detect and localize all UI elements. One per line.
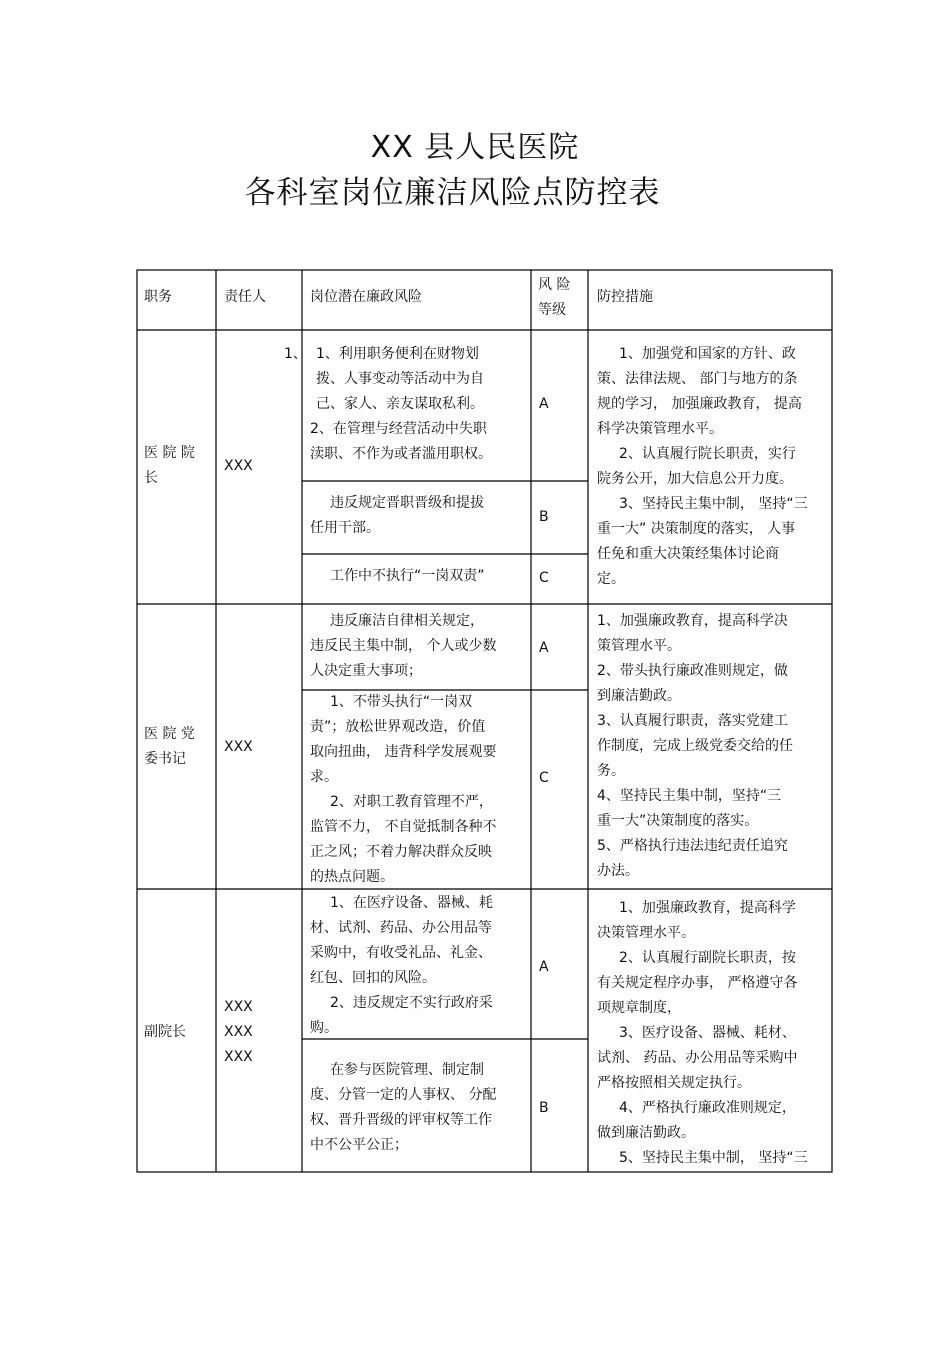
header-position: 职务 [144, 289, 172, 305]
row1-risk-a-p1: 1、利用职务便利在财物划 拨、人事变动等活动中为自 己、家人、亲友谋取私利。 [316, 346, 484, 412]
row3-level-a: A [539, 959, 549, 975]
row1-level-c: C [539, 570, 549, 586]
row1-risk-b [310, 491, 528, 541]
row1-measure-2: 2、认真履行院长职责，实行 院务公开，加大信息公开力度。 [597, 446, 796, 487]
header-person: 责任人 [224, 289, 266, 305]
row2-measures [597, 609, 829, 884]
row2-measure-5: 5、严格执行违法违纪责任追究 办法。 [597, 838, 788, 879]
row2-level-a: A [539, 640, 549, 656]
row2-risk-a-p1: 违反廉洁自律相关规定， 违反民主集中制， 个人或少数 人决定重大事项； [310, 613, 497, 679]
row3-measure-1: 1、加强廉政教育，提高科学 决策管理水平。 [597, 900, 796, 941]
row1-measures [597, 342, 829, 592]
row3-measure-3: 3、医疗设备、器械、耗材、 试剂、 药品、办公用品等采购中 严格按照相关规定执行。 [597, 1025, 798, 1091]
row3-measure-4: 4、严格执行廉政准则规定， 做到廉洁勤政。 [597, 1100, 796, 1141]
header-measures: 防控措施 [597, 289, 653, 305]
row1-stray-mark: 1、 [284, 346, 307, 362]
row2-risk-a [310, 609, 528, 684]
row3-risk-b [310, 1058, 528, 1158]
row3-risk-a-p2: 2、违反规定不实行政府采 购。 [310, 995, 493, 1036]
row1-level-a: A [539, 396, 549, 412]
row2-risk-c-p2: 2、对职工教育管理不严， 监管不力， 不自觉抵制各种不 正之风；不着力解决群众反映 的热点问题。 [310, 794, 497, 885]
row1-risk-a [310, 342, 528, 467]
row3-measure-2: 2、认真履行副院长职责，按 有关规定程序办事， 严格遵守各 项规章制度， [597, 950, 798, 1016]
row3-level-b: B [539, 1100, 549, 1116]
header-risk: 岗位潜在廉政风险 [310, 289, 422, 305]
row1-risk-a-p2: 2、在管理与经营活动中失职 渎职、不作为或者滥用职权。 [310, 421, 492, 462]
row3-risk-a-p1: 1、在医疗设备、器械、耗 材、试剂、药品、办公用品等 采购中，有收受礼品、礼金、 红包、回扣的风险。 [310, 895, 493, 986]
header-level: 风 险 等级 [538, 277, 571, 318]
row3-measure-5: 5、坚持民主集中制， 坚持“三 [619, 1150, 808, 1166]
row2-level-c: C [539, 770, 549, 786]
row1-position: 医 院 院 长 [144, 445, 195, 486]
document-title-line2: 各科室岗位廉洁风险点防控表 [244, 175, 661, 211]
row2-position: 医 院 党 委书记 [144, 726, 195, 767]
document-title-line1: XX 县人民医院 [370, 130, 580, 165]
row2-measure-3: 3、认真履行职责，落实党建工 作制度，完成上级党委交给的任 务。 [597, 713, 793, 779]
row2-risk-c [310, 690, 528, 890]
row2-measure-2: 2、带头执行廉政准则规定，做 到廉洁勤政。 [597, 663, 788, 704]
row3-risk-b-p1: 在参与医院管理、制定制 度、分管一定的人事权、 分配 权、晋升晋级的评审权等工作 中不公平公正； [310, 1062, 497, 1153]
row3-person: XXX XXX XXX [224, 999, 253, 1065]
row3-measures [597, 896, 829, 1171]
row2-measure-1: 1、加强廉政教育，提高科学决 策管理水平。 [597, 613, 788, 654]
row1-risk-b-p1: 违反规定晋职晋级和提拔 任用干部。 [310, 495, 484, 536]
row2-risk-c-p1: 1、不带头执行“一岗双 责”；放松世界观改造，价值 取向扭曲， 违背科学发展观要 求。 [310, 694, 497, 785]
row1-risk-c: 工作中不执行“一岗双责” [330, 568, 485, 584]
row1-level-b: B [539, 509, 549, 525]
row1-measure-1: 1、加强党和国家的方针、政 策、法律法规、 部门与地方的条 规的学习， 加强廉政教育， 提高 科学决策管理水平。 [597, 346, 802, 437]
row1-person: XXX [224, 458, 253, 474]
row3-risk-a [310, 891, 528, 1041]
row2-measure-4: 4、坚持民主集中制，坚持“三 重一大”决策制度的落实。 [597, 788, 782, 829]
row1-measure-3: 3、坚持民主集中制， 坚持“三 重一大” 决策制度的落实， 人事 任免和重大决策经集体讨论商 定。 [597, 496, 808, 587]
row3-position: 副院长 [144, 1024, 186, 1040]
row2-person: XXX [224, 739, 253, 755]
